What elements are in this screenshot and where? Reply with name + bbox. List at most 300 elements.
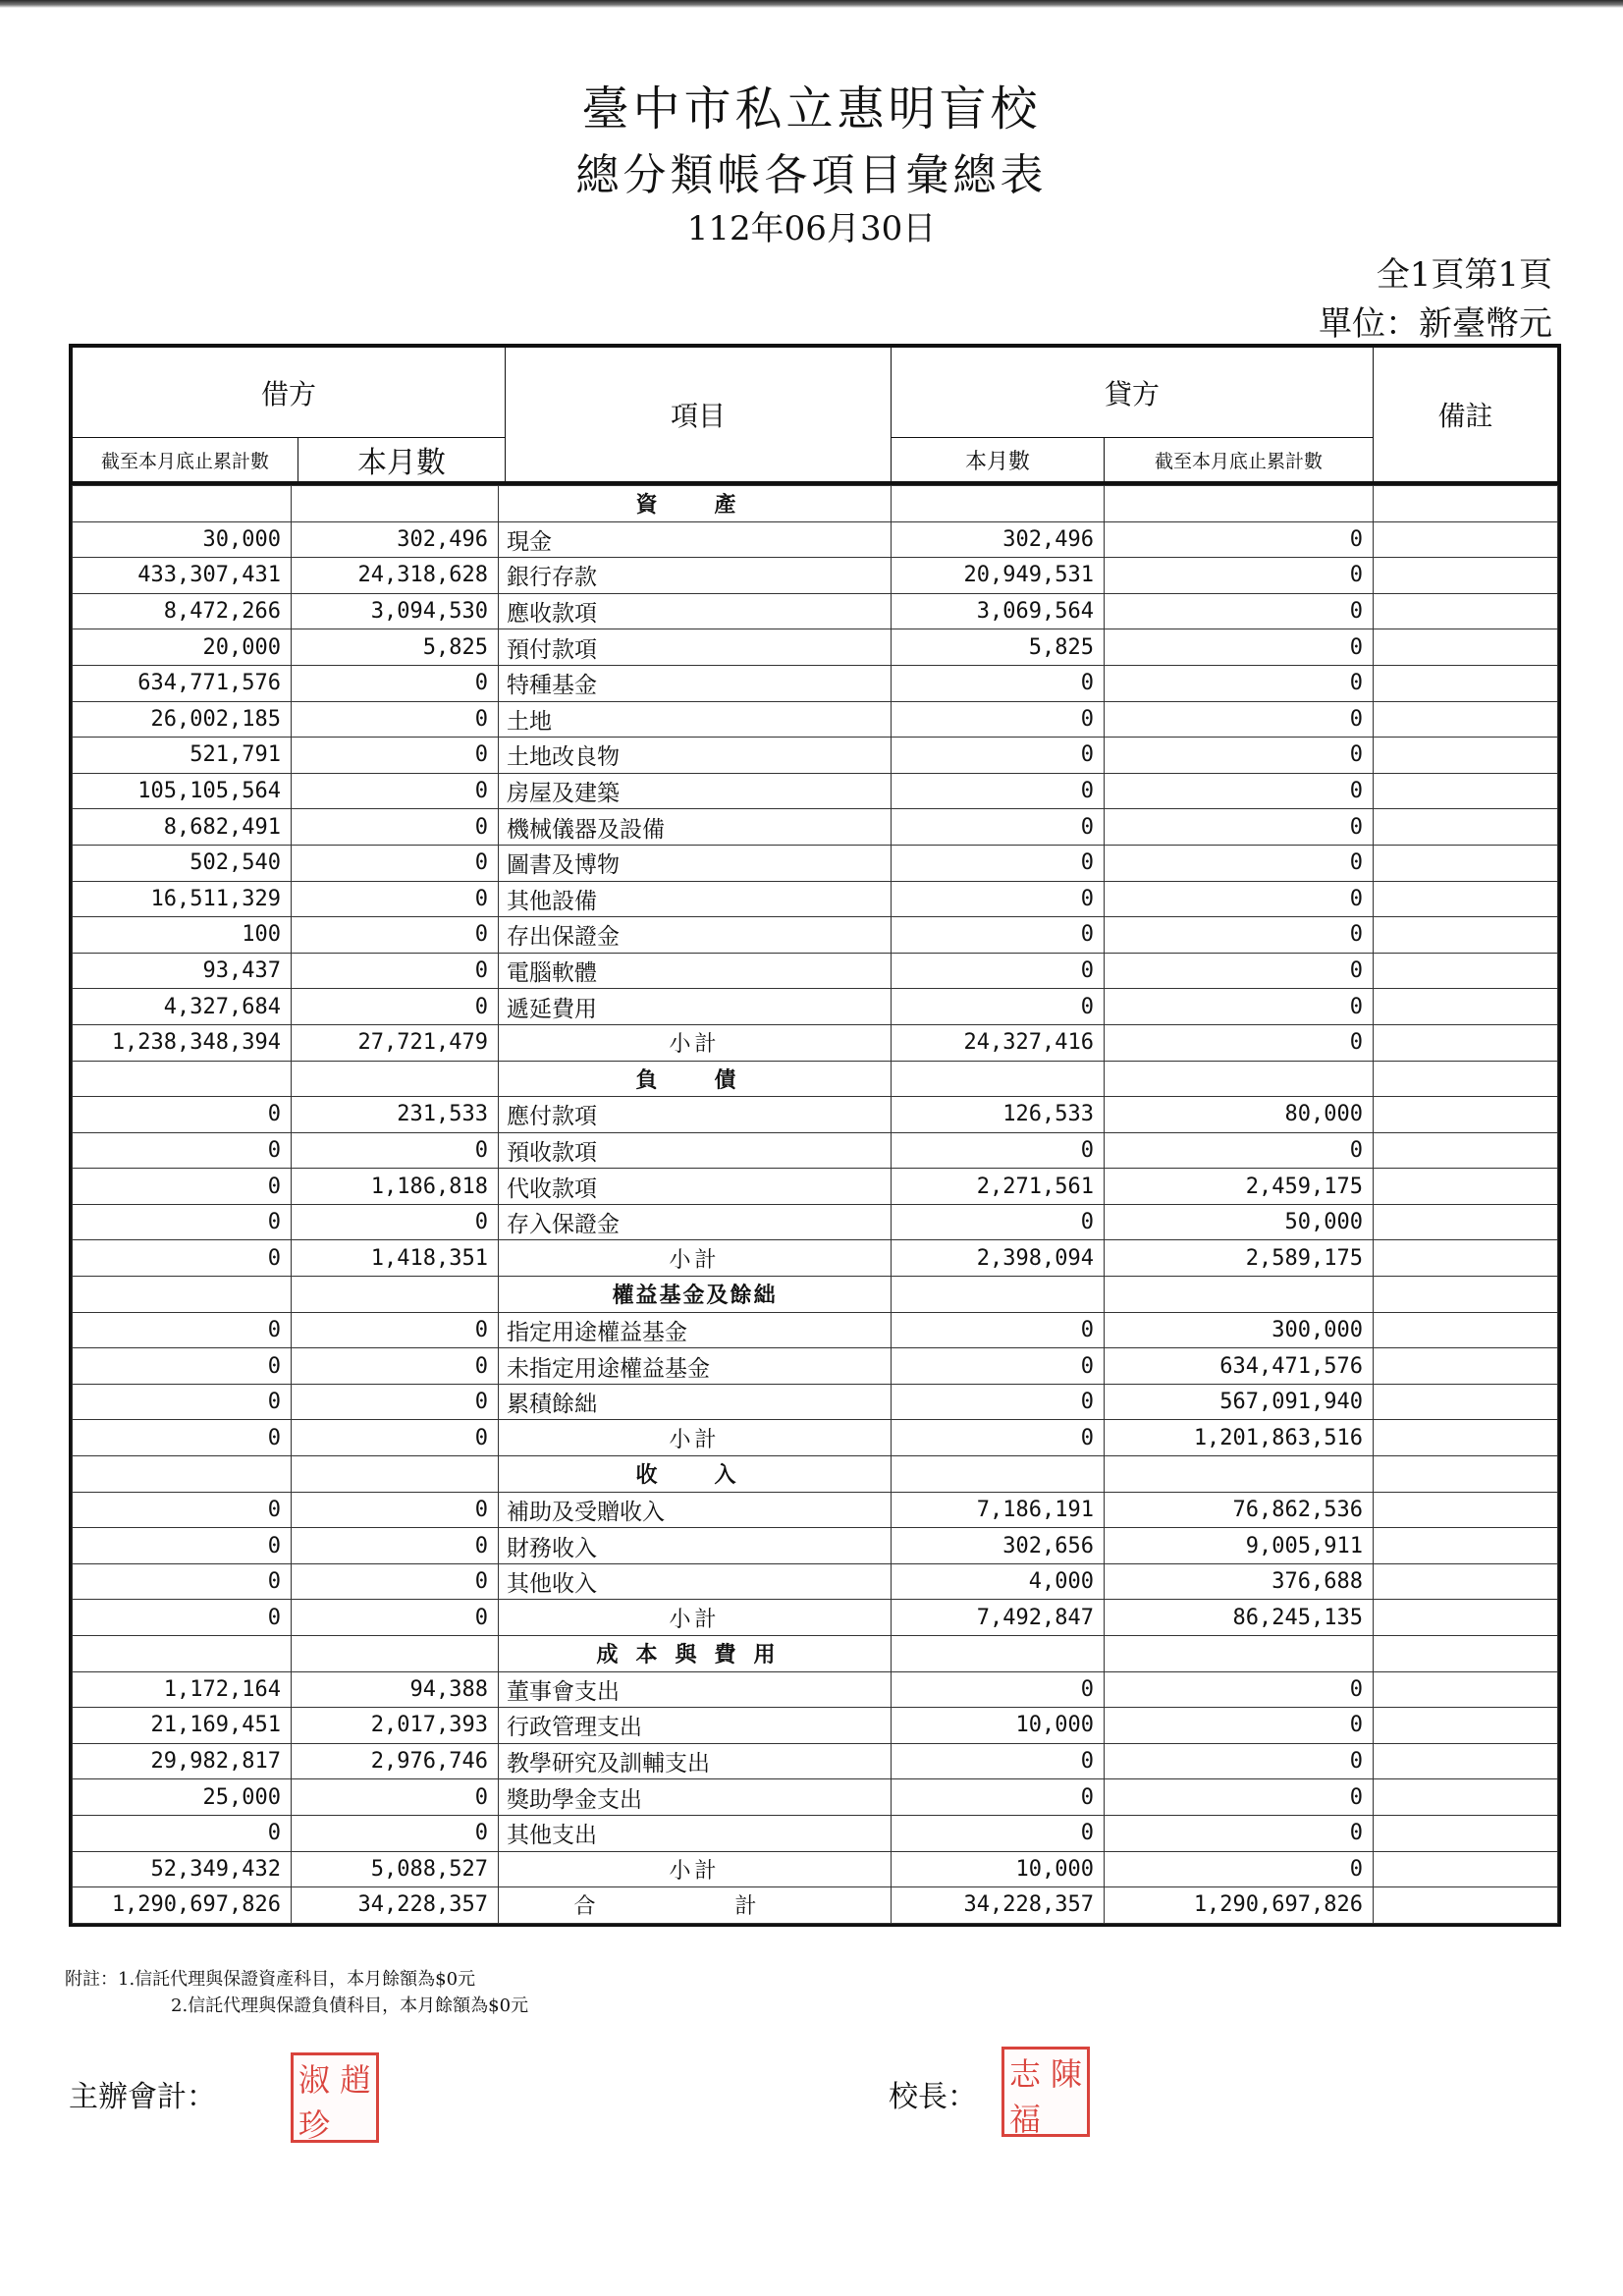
debit-month-cell: 2,017,393 xyxy=(292,1708,499,1744)
debit-cumulative-cell: 634,771,576 xyxy=(73,665,292,701)
section-row xyxy=(73,1277,1558,1313)
table-row xyxy=(73,917,1558,954)
seal-char: 志 xyxy=(1008,2055,1041,2093)
credit-cumulative-cell: 2,459,175 xyxy=(1105,1169,1374,1205)
credit-month-cell: 0 xyxy=(892,1815,1105,1851)
remark-cell xyxy=(1374,953,1558,989)
debit-cumulative-cell: 0 xyxy=(73,1384,292,1420)
subtotal-row xyxy=(73,1600,1558,1636)
credit-cumulative-cell: 0 xyxy=(1105,701,1374,738)
report-title: 總分類帳各項目彙總表 xyxy=(575,150,1048,200)
account-name-cell: 小計 xyxy=(499,1600,892,1636)
table-row xyxy=(73,558,1558,594)
table-row xyxy=(73,773,1558,809)
account-name-cell: 補助及受贈收入 xyxy=(499,1492,892,1528)
empty-cell xyxy=(73,1277,292,1313)
account-name-cell: 預付款項 xyxy=(499,629,892,666)
account-name-cell: 銀行存款 xyxy=(499,558,892,594)
debit-month-cell: 0 xyxy=(292,1779,499,1816)
credit-cumulative-cell: 0 xyxy=(1105,558,1374,594)
remark-cell xyxy=(1374,1492,1558,1528)
credit-month-cell: 302,496 xyxy=(892,521,1105,558)
remark-cell xyxy=(1374,1671,1558,1708)
account-name-cell: 土地改良物 xyxy=(499,738,892,774)
debit-cumulative-cell: 4,327,684 xyxy=(73,989,292,1025)
account-name-cell: 其他設備 xyxy=(499,881,892,917)
account-name-cell: 預收款項 xyxy=(499,1132,892,1169)
credit-cumulative-cell: 2,589,175 xyxy=(1105,1240,1374,1277)
section-heading: 資 產 xyxy=(499,486,892,522)
remark-cell xyxy=(1374,1277,1558,1313)
accountant-seal xyxy=(291,2052,379,2143)
remark-cell xyxy=(1374,1420,1558,1456)
credit-cumulative-cell: 0 xyxy=(1105,521,1374,558)
section-row xyxy=(73,486,1558,522)
credit-cumulative-cell: 0 xyxy=(1105,665,1374,701)
credit-cumulative-cell: 1,201,863,516 xyxy=(1105,1420,1374,1456)
debit-month-cell: 0 xyxy=(292,1348,499,1385)
credit-cumulative-cell: 76,862,536 xyxy=(1105,1492,1374,1528)
seal-char: 陳 xyxy=(1050,2055,1082,2093)
debit-month-cell: 1,418,351 xyxy=(292,1240,499,1277)
credit-cumulative-cell: 0 xyxy=(1105,593,1374,629)
section-heading: 收 入 xyxy=(499,1456,892,1493)
debit-cumulative-cell: 8,682,491 xyxy=(73,809,292,846)
remark-cell xyxy=(1374,665,1558,701)
credit-cumulative-cell: 0 xyxy=(1105,845,1374,881)
ledger-table xyxy=(69,344,1561,1927)
remark-cell xyxy=(1374,701,1558,738)
debit-cumulative-header: 截至本月底止累計數 xyxy=(73,438,298,482)
ledger-body xyxy=(72,485,1558,1924)
table-row xyxy=(73,1384,1558,1420)
table-row xyxy=(73,1169,1558,1205)
remark-cell xyxy=(1374,845,1558,881)
debit-cumulative-cell: 0 xyxy=(73,1815,292,1851)
credit-month-cell: 10,000 xyxy=(892,1708,1105,1744)
seal-char: 淑 xyxy=(298,2061,330,2099)
credit-cumulative-cell: 0 xyxy=(1105,953,1374,989)
empty-cell xyxy=(73,486,292,522)
remark-cell xyxy=(1374,773,1558,809)
remark-cell xyxy=(1374,1132,1558,1169)
debit-cumulative-cell: 0 xyxy=(73,1097,292,1133)
credit-month-cell: 0 xyxy=(892,845,1105,881)
debit-month-cell: 0 xyxy=(292,1492,499,1528)
empty-cell xyxy=(292,1277,499,1313)
remark-cell xyxy=(1374,1743,1558,1779)
credit-cumulative-cell: 9,005,911 xyxy=(1105,1528,1374,1564)
empty-cell xyxy=(292,1061,499,1097)
empty-cell xyxy=(892,1456,1105,1493)
debit-cumulative-cell: 105,105,564 xyxy=(73,773,292,809)
section-heading: 成本與費用 xyxy=(499,1636,892,1672)
account-name-cell: 圖書及博物 xyxy=(499,845,892,881)
account-name-cell: 累積餘絀 xyxy=(499,1384,892,1420)
principal-label: 校長： xyxy=(889,2080,977,2114)
debit-month-cell: 0 xyxy=(292,1528,499,1564)
remark-cell xyxy=(1374,629,1558,666)
credit-header: 貸方 xyxy=(892,348,1374,438)
credit-month-cell: 10,000 xyxy=(892,1851,1105,1887)
remark-cell xyxy=(1374,738,1558,774)
debit-month-cell: 5,088,527 xyxy=(292,1851,499,1887)
credit-month-cell: 2,271,561 xyxy=(892,1169,1105,1205)
debit-month-cell: 0 xyxy=(292,989,499,1025)
debit-month-cell: 5,825 xyxy=(292,629,499,666)
section-heading: 負 債 xyxy=(499,1061,892,1097)
debit-month-cell: 0 xyxy=(292,917,499,954)
account-name-cell: 其他支出 xyxy=(499,1815,892,1851)
account-name-cell: 房屋及建築 xyxy=(499,773,892,809)
debit-cumulative-cell: 0 xyxy=(73,1492,292,1528)
section-heading: 權益基金及餘絀 xyxy=(499,1277,892,1313)
remark-cell xyxy=(1374,1851,1558,1887)
empty-cell xyxy=(892,486,1105,522)
debit-month-cell: 0 xyxy=(292,845,499,881)
debit-cumulative-cell: 21,169,451 xyxy=(73,1708,292,1744)
credit-month-cell: 3,069,564 xyxy=(892,593,1105,629)
remark-cell xyxy=(1374,1348,1558,1385)
item-header: 項目 xyxy=(506,348,892,482)
credit-month-cell: 302,656 xyxy=(892,1528,1105,1564)
debit-month-cell: 0 xyxy=(292,1563,499,1600)
credit-cumulative-cell: 0 xyxy=(1105,1815,1374,1851)
account-name-cell: 小計 xyxy=(499,1240,892,1277)
credit-cumulative-cell: 0 xyxy=(1105,989,1374,1025)
table-row xyxy=(73,738,1558,774)
debit-month-cell: 94,388 xyxy=(292,1671,499,1708)
accountant-label: 主辦會計： xyxy=(69,2080,216,2114)
credit-month-cell: 0 xyxy=(892,1348,1105,1385)
table-row xyxy=(73,989,1558,1025)
remark-cell xyxy=(1374,1169,1558,1205)
debit-cumulative-cell: 0 xyxy=(73,1240,292,1277)
debit-cumulative-cell: 0 xyxy=(73,1600,292,1636)
account-name-cell: 行政管理支出 xyxy=(499,1708,892,1744)
credit-month-cell: 0 xyxy=(892,1779,1105,1816)
debit-cumulative-cell: 0 xyxy=(73,1420,292,1456)
debit-month-cell: 0 xyxy=(292,701,499,738)
remark-cell xyxy=(1374,1528,1558,1564)
credit-cumulative-cell: 0 xyxy=(1105,1024,1374,1061)
table-row xyxy=(73,1708,1558,1744)
empty-cell xyxy=(1105,1061,1374,1097)
debit-cumulative-cell: 0 xyxy=(73,1528,292,1564)
debit-cumulative-cell: 8,472,266 xyxy=(73,593,292,629)
debit-month-cell: 0 xyxy=(292,1600,499,1636)
table-row xyxy=(73,1132,1558,1169)
credit-cumulative-cell: 0 xyxy=(1105,1708,1374,1744)
credit-cumulative-cell: 0 xyxy=(1105,773,1374,809)
empty-cell xyxy=(892,1277,1105,1313)
credit-month-cell: 0 xyxy=(892,1384,1105,1420)
remark-cell xyxy=(1374,1024,1558,1061)
remark-cell xyxy=(1374,1456,1558,1493)
table-row xyxy=(73,1743,1558,1779)
credit-month-cell: 0 xyxy=(892,1743,1105,1779)
credit-month-cell: 0 xyxy=(892,953,1105,989)
account-name-cell: 代收款項 xyxy=(499,1169,892,1205)
principal-seal xyxy=(1001,2047,1090,2137)
debit-cumulative-cell: 26,002,185 xyxy=(73,701,292,738)
credit-cumulative-cell: 0 xyxy=(1105,1743,1374,1779)
debit-month-cell: 0 xyxy=(292,881,499,917)
credit-month-cell: 0 xyxy=(892,881,1105,917)
scan-edge xyxy=(0,0,1623,8)
credit-cumulative-cell: 1,290,697,826 xyxy=(1105,1887,1374,1924)
remark-cell xyxy=(1374,521,1558,558)
credit-cumulative-cell: 0 xyxy=(1105,881,1374,917)
remark-cell xyxy=(1374,1061,1558,1097)
empty-cell xyxy=(292,486,499,522)
ledger-header xyxy=(72,347,1558,485)
debit-month-cell: 302,496 xyxy=(292,521,499,558)
remark-cell xyxy=(1374,881,1558,917)
account-name-cell: 董事會支出 xyxy=(499,1671,892,1708)
debit-month-cell: 0 xyxy=(292,738,499,774)
credit-month-cell: 4,000 xyxy=(892,1563,1105,1600)
empty-cell xyxy=(1105,1456,1374,1493)
empty-cell xyxy=(73,1456,292,1493)
credit-month-cell: 0 xyxy=(892,701,1105,738)
total-row xyxy=(73,1887,1558,1924)
account-name-cell: 獎助學金支出 xyxy=(499,1779,892,1816)
seal-char: 福 xyxy=(1008,2101,1041,2138)
remark-cell xyxy=(1374,593,1558,629)
account-name-cell: 小計 xyxy=(499,1024,892,1061)
empty-cell xyxy=(1105,1277,1374,1313)
seal-char: 珍 xyxy=(298,2106,330,2144)
empty-cell xyxy=(1105,1636,1374,1672)
remark-cell xyxy=(1374,486,1558,522)
remark-cell xyxy=(1374,1708,1558,1744)
debit-month-cell: 0 xyxy=(292,1420,499,1456)
debit-cumulative-cell: 0 xyxy=(73,1204,292,1240)
remark-cell xyxy=(1374,1636,1558,1672)
table-row xyxy=(73,1492,1558,1528)
account-name-cell: 教學研究及訓輔支出 xyxy=(499,1743,892,1779)
debit-month-cell: 0 xyxy=(292,953,499,989)
debit-month-cell: 0 xyxy=(292,1815,499,1851)
debit-month-cell: 2,976,746 xyxy=(292,1743,499,1779)
subtotal-row xyxy=(73,1851,1558,1887)
footnote-1: 附註：1.信託代理與保證資產科目，本月餘額為$0元 xyxy=(65,1969,476,1990)
credit-month-cell: 24,327,416 xyxy=(892,1024,1105,1061)
remark-cell xyxy=(1374,1563,1558,1600)
credit-cumulative-cell: 567,091,940 xyxy=(1105,1384,1374,1420)
remark-cell xyxy=(1374,1097,1558,1133)
debit-month-cell: 0 xyxy=(292,1132,499,1169)
credit-cumulative-cell: 634,471,576 xyxy=(1105,1348,1374,1385)
credit-month-header: 本月數 xyxy=(892,438,1105,482)
debit-cumulative-cell: 0 xyxy=(73,1132,292,1169)
credit-cumulative-cell: 0 xyxy=(1105,1671,1374,1708)
table-row xyxy=(73,881,1558,917)
debit-cumulative-cell: 1,172,164 xyxy=(73,1671,292,1708)
credit-cumulative-cell: 0 xyxy=(1105,1779,1374,1816)
remark-cell xyxy=(1374,1887,1558,1924)
section-row xyxy=(73,1636,1558,1672)
table-row xyxy=(73,809,1558,846)
account-name-cell: 合 計 xyxy=(499,1887,892,1924)
remark-cell xyxy=(1374,809,1558,846)
seal-char: 趙 xyxy=(339,2061,371,2099)
credit-month-cell: 0 xyxy=(892,665,1105,701)
table-row xyxy=(73,521,1558,558)
debit-cumulative-cell: 0 xyxy=(73,1312,292,1348)
account-name-cell: 小計 xyxy=(499,1420,892,1456)
credit-month-cell: 0 xyxy=(892,1204,1105,1240)
debit-cumulative-cell: 0 xyxy=(73,1169,292,1205)
debit-month-cell: 0 xyxy=(292,1384,499,1420)
credit-month-cell: 7,492,847 xyxy=(892,1600,1105,1636)
table-row xyxy=(73,701,1558,738)
account-name-cell: 未指定用途權益基金 xyxy=(499,1348,892,1385)
credit-month-cell: 0 xyxy=(892,1312,1105,1348)
account-name-cell: 存入保證金 xyxy=(499,1204,892,1240)
remark-header: 備註 xyxy=(1374,348,1558,482)
credit-cumulative-cell: 0 xyxy=(1105,809,1374,846)
table-row xyxy=(73,665,1558,701)
remark-cell xyxy=(1374,1384,1558,1420)
empty-cell xyxy=(292,1456,499,1493)
credit-cumulative-header: 截至本月底止累計數 xyxy=(1105,438,1374,482)
debit-month-cell: 27,721,479 xyxy=(292,1024,499,1061)
credit-month-cell: 0 xyxy=(892,989,1105,1025)
subtotal-row xyxy=(73,1420,1558,1456)
account-name-cell: 應收款項 xyxy=(499,593,892,629)
debit-cumulative-cell: 30,000 xyxy=(73,521,292,558)
debit-month-cell: 0 xyxy=(292,1312,499,1348)
credit-month-cell: 0 xyxy=(892,1132,1105,1169)
account-name-cell: 機械儀器及設備 xyxy=(499,809,892,846)
debit-cumulative-cell: 16,511,329 xyxy=(73,881,292,917)
table-row xyxy=(73,1815,1558,1851)
remark-cell xyxy=(1374,558,1558,594)
empty-cell xyxy=(892,1636,1105,1672)
account-name-cell: 指定用途權益基金 xyxy=(499,1312,892,1348)
subtotal-row xyxy=(73,1024,1558,1061)
credit-cumulative-cell: 0 xyxy=(1105,738,1374,774)
empty-cell xyxy=(1105,486,1374,522)
debit-cumulative-cell: 1,290,697,826 xyxy=(73,1887,292,1924)
table-row xyxy=(73,1097,1558,1133)
debit-month-header: 本月數 xyxy=(298,438,506,482)
debit-month-cell: 34,228,357 xyxy=(292,1887,499,1924)
debit-cumulative-cell: 100 xyxy=(73,917,292,954)
credit-cumulative-cell: 376,688 xyxy=(1105,1563,1374,1600)
debit-month-cell: 24,318,628 xyxy=(292,558,499,594)
debit-month-cell: 1,186,818 xyxy=(292,1169,499,1205)
credit-month-cell: 7,186,191 xyxy=(892,1492,1105,1528)
remark-cell xyxy=(1374,989,1558,1025)
debit-month-cell: 0 xyxy=(292,665,499,701)
account-name-cell: 現金 xyxy=(499,521,892,558)
remark-cell xyxy=(1374,1240,1558,1277)
debit-month-cell: 0 xyxy=(292,773,499,809)
credit-month-cell: 0 xyxy=(892,738,1105,774)
table-row xyxy=(73,1348,1558,1385)
remark-cell xyxy=(1374,1204,1558,1240)
account-name-cell: 土地 xyxy=(499,701,892,738)
empty-cell xyxy=(73,1061,292,1097)
remark-cell xyxy=(1374,1600,1558,1636)
table-row xyxy=(73,1312,1558,1348)
debit-cumulative-cell: 502,540 xyxy=(73,845,292,881)
credit-cumulative-cell: 0 xyxy=(1105,1132,1374,1169)
remark-cell xyxy=(1374,917,1558,954)
empty-cell xyxy=(73,1636,292,1672)
debit-cumulative-cell: 93,437 xyxy=(73,953,292,989)
section-row xyxy=(73,1061,1558,1097)
credit-month-cell: 5,825 xyxy=(892,629,1105,666)
credit-month-cell: 34,228,357 xyxy=(892,1887,1105,1924)
empty-cell xyxy=(292,1636,499,1672)
credit-month-cell: 0 xyxy=(892,773,1105,809)
footnote-2: 2.信託代理與保證負債科目，本月餘額為$0元 xyxy=(171,1995,529,2016)
account-name-cell: 特種基金 xyxy=(499,665,892,701)
debit-month-cell: 0 xyxy=(292,809,499,846)
credit-cumulative-cell: 300,000 xyxy=(1105,1312,1374,1348)
debit-cumulative-cell: 52,349,432 xyxy=(73,1851,292,1887)
table-row xyxy=(73,1779,1558,1816)
account-name-cell: 財務收入 xyxy=(499,1528,892,1564)
credit-month-cell: 126,533 xyxy=(892,1097,1105,1133)
account-name-cell: 存出保證金 xyxy=(499,917,892,954)
credit-month-cell: 0 xyxy=(892,917,1105,954)
credit-cumulative-cell: 86,245,135 xyxy=(1105,1600,1374,1636)
credit-cumulative-cell: 50,000 xyxy=(1105,1204,1374,1240)
credit-cumulative-cell: 0 xyxy=(1105,917,1374,954)
credit-month-cell: 20,949,531 xyxy=(892,558,1105,594)
debit-cumulative-cell: 29,982,817 xyxy=(73,1743,292,1779)
debit-month-cell: 231,533 xyxy=(292,1097,499,1133)
table-row xyxy=(73,1563,1558,1600)
account-name-cell: 電腦軟體 xyxy=(499,953,892,989)
currency-unit: 單位：新臺幣元 xyxy=(1319,304,1552,344)
debit-header: 借方 xyxy=(73,348,506,438)
credit-month-cell: 0 xyxy=(892,1420,1105,1456)
table-row xyxy=(73,1204,1558,1240)
table-row xyxy=(73,629,1558,666)
debit-month-cell: 3,094,530 xyxy=(292,593,499,629)
credit-cumulative-cell: 0 xyxy=(1105,1851,1374,1887)
remark-cell xyxy=(1374,1312,1558,1348)
school-title: 臺中市私立惠明盲校 xyxy=(581,82,1042,137)
subtotal-row xyxy=(73,1240,1558,1277)
table-row xyxy=(73,593,1558,629)
account-name-cell: 應付款項 xyxy=(499,1097,892,1133)
credit-month-cell: 0 xyxy=(892,809,1105,846)
account-name-cell: 其他收入 xyxy=(499,1563,892,1600)
account-name-cell: 遞延費用 xyxy=(499,989,892,1025)
debit-cumulative-cell: 25,000 xyxy=(73,1779,292,1816)
debit-month-cell: 0 xyxy=(292,1204,499,1240)
debit-cumulative-cell: 0 xyxy=(73,1563,292,1600)
table-row xyxy=(73,845,1558,881)
report-date: 112年06月30日 xyxy=(686,209,937,248)
remark-cell xyxy=(1374,1779,1558,1816)
credit-month-cell: 2,398,094 xyxy=(892,1240,1105,1277)
debit-cumulative-cell: 521,791 xyxy=(73,738,292,774)
debit-cumulative-cell: 433,307,431 xyxy=(73,558,292,594)
debit-cumulative-cell: 1,238,348,394 xyxy=(73,1024,292,1061)
table-row xyxy=(73,1671,1558,1708)
remark-cell xyxy=(1374,1815,1558,1851)
account-name-cell: 小計 xyxy=(499,1851,892,1887)
empty-cell xyxy=(892,1061,1105,1097)
